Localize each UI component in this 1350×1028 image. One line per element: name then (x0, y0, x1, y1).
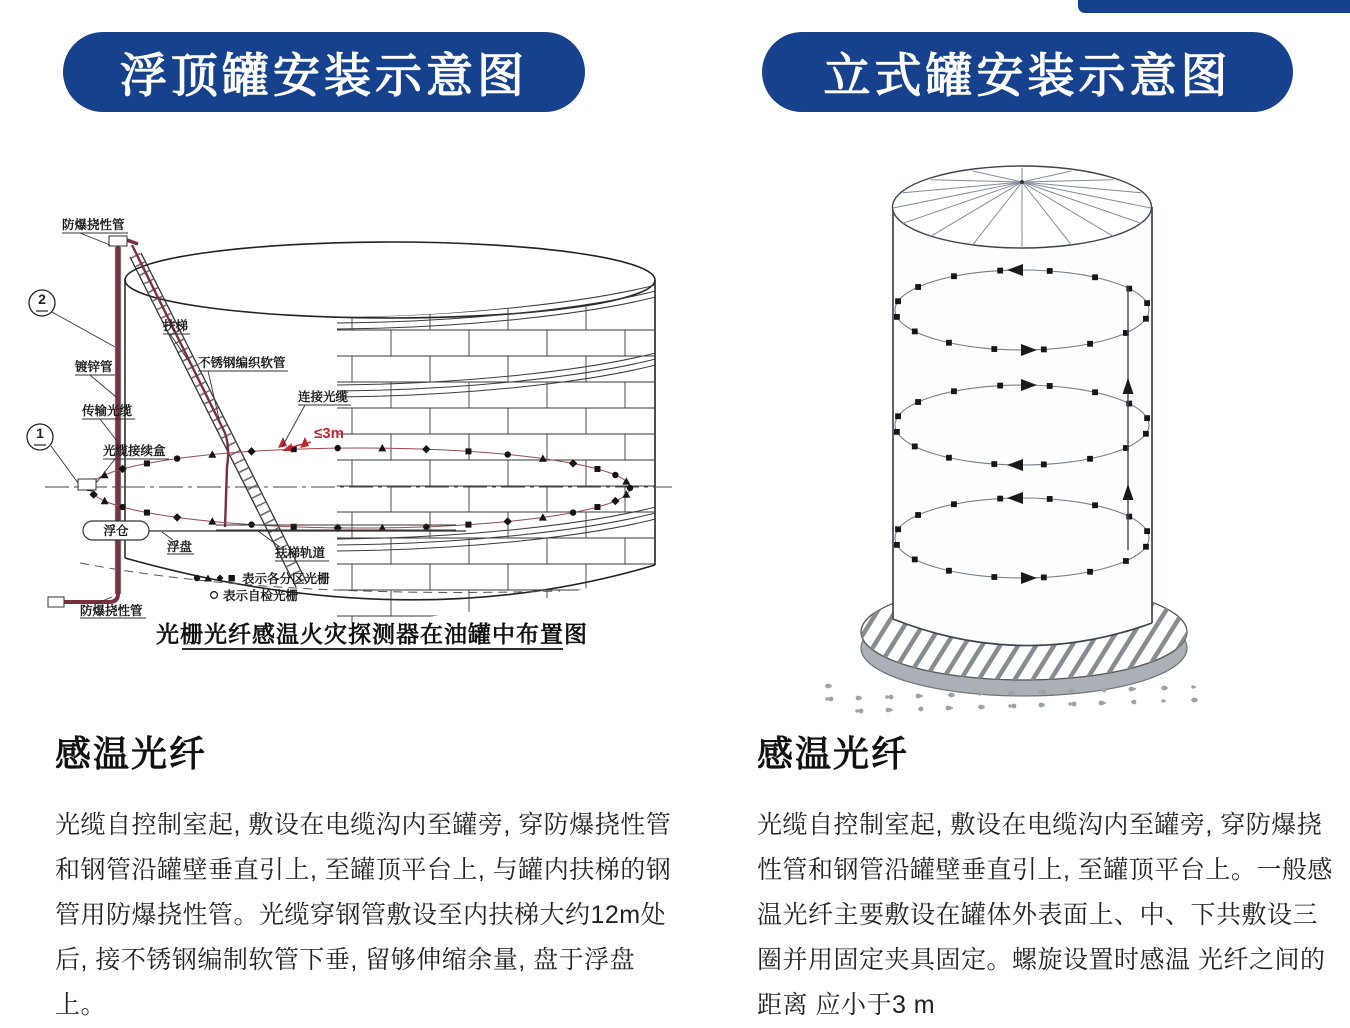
svg-text:表示自检光栅: 表示自检光栅 (223, 589, 299, 603)
label-ladder (162, 318, 190, 363)
floating-roof-tank-diagram (20, 195, 680, 695)
svg-text:浮仓: 浮仓 (103, 524, 129, 538)
max-distance-annotation (278, 425, 344, 451)
svg-text:扶梯: 扶梯 (163, 319, 189, 333)
svg-text:不锈钢编织软管: 不锈钢编织软管 (198, 356, 286, 370)
label-float-deck (162, 532, 194, 554)
section-left-heading: 感温光纤 (55, 733, 208, 774)
label-transmission-cable (81, 403, 135, 441)
svg-text:防爆挠性管: 防爆挠性管 (80, 604, 143, 618)
callout-2 (29, 290, 115, 347)
legend-zone-grating (194, 571, 330, 586)
svg-text:浮盘: 浮盘 (167, 540, 193, 554)
zone-grating-dots (87, 444, 633, 532)
svg-text:光缆接续盒: 光缆接续盒 (103, 444, 166, 458)
svg-text:表示各分区光栅: 表示各分区光栅 (242, 572, 330, 586)
svg-text:防爆挠性管: 防爆挠性管 (62, 218, 125, 232)
svg-text:连接光缆: 连接光缆 (298, 390, 349, 404)
vertical-tank-diagram (810, 140, 1290, 720)
label-ladder-track (258, 531, 329, 561)
callout-1 (27, 424, 78, 483)
label-galvanized-pipe (74, 359, 116, 397)
svg-text:光栅光纤感温火灾探测器在油罐中布置图: 光栅光纤感温火灾探测器在油罐中布置图 (156, 621, 588, 647)
shell-plate-pattern (337, 281, 670, 642)
legend-self-check-grating (211, 588, 299, 603)
section-floating-roof-text (55, 726, 677, 1028)
section-right-heading: 感温光纤 (757, 733, 910, 774)
label-splice-box (97, 443, 169, 482)
svg-text:镀锌管: 镀锌管 (75, 360, 113, 374)
diagram-caption (156, 621, 588, 649)
banner-vertical-tank-label: 立式罐安装示意图 (823, 48, 1232, 102)
svg-text:扶梯轨道: 扶梯轨道 (275, 546, 326, 560)
banner-floating-roof-tank (63, 32, 585, 112)
section-vertical-tank-text (757, 726, 1343, 1028)
svg-text:传输光缆: 传输光缆 (82, 404, 133, 418)
callout-2-number: 2 (38, 291, 46, 307)
callout-1-number: 1 (36, 425, 44, 441)
top-right-blue-strip (1078, 0, 1350, 13)
section-left-body: 光缆自控制室起, 敷设在电缆沟内至罐旁, 穿防爆挠性管和钢管沿罐壁垂直引上, 至罐顶平台上, 与罐内扶梯的钢管用防爆挠性管。光缆穿钢管敷设至内扶梯大约12m处后, 接不锈钢编制软管下垂, 留够伸缩余量, 盘于浮盘上。 (55, 811, 672, 1019)
banner-floating-roof-tank-label: 浮顶罐安装示意图 (120, 48, 528, 102)
label-braided-hose (198, 355, 288, 423)
banner-vertical-tank (762, 32, 1293, 112)
section-right-body: 光缆自控制室起, 敷设在电缆沟内至罐旁, 穿防爆挠性管和钢管沿罐壁垂直引上, 至罐顶平台上。一般感温光纤主要敷设在罐体外表面上、中、下共敷设三圈并用固定夹具固定。螺旋设置时感温 光纤之间的距离 应小于3 m (757, 811, 1333, 1019)
roof-apex (1020, 180, 1024, 184)
max-distance-label: ≤3m (314, 425, 344, 442)
splice-box (78, 479, 96, 490)
label-float-chamber (83, 521, 149, 540)
